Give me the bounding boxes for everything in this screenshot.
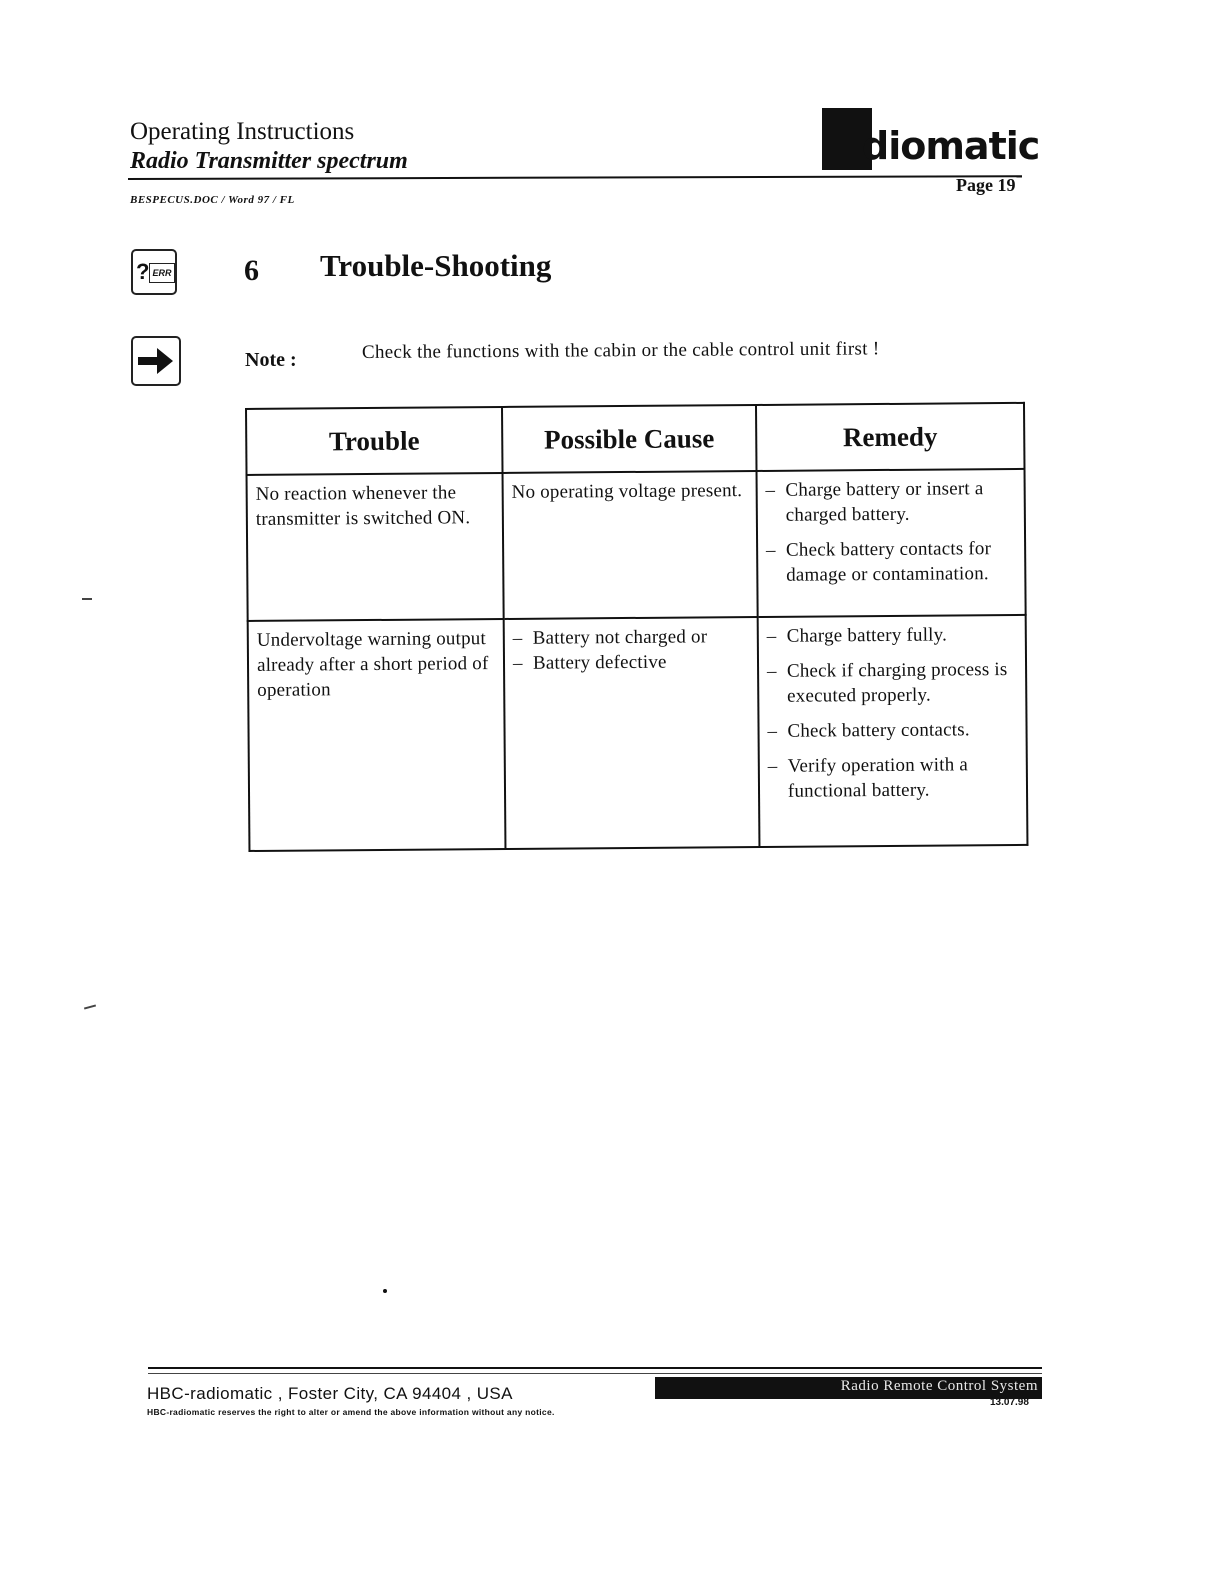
table-header-row	[246, 403, 1024, 475]
cause-cell	[504, 617, 760, 849]
table-row	[248, 615, 1028, 851]
remedy-cell	[756, 469, 1025, 617]
footer-disclaimer: HBC-radiomatic reserves the right to alter or amend the above information without any notice.	[147, 1407, 555, 1417]
remedy-cell	[758, 615, 1028, 847]
header-trouble: Trouble	[246, 407, 502, 475]
note-label: Note :	[245, 349, 297, 371]
logo-text: diomatic	[862, 124, 1040, 168]
page-number: Page 19	[956, 175, 1016, 195]
note-text: Check the functions with the cabin or the cable control unit first !	[361, 338, 880, 363]
footer-rule-thin	[148, 1373, 1042, 1374]
header-rule	[128, 175, 1022, 180]
footer-bar	[655, 1377, 1042, 1399]
remedy-item: – Check battery contacts.	[767, 717, 1017, 744]
document-subtitle: Radio Transmitter spectrum	[130, 148, 408, 174]
remedy-item: – Charge battery fully.	[767, 622, 1017, 649]
scan-mark	[84, 1004, 96, 1009]
scan-mark	[82, 598, 92, 600]
header-possible-cause: Possible Cause	[502, 405, 756, 473]
table-row	[247, 469, 1026, 621]
scan-dot	[383, 1289, 387, 1293]
question-mark: ?	[136, 259, 150, 284]
section-title: Trouble-Shooting	[320, 248, 552, 283]
section-number: 6	[244, 254, 259, 287]
error-question-icon	[131, 249, 177, 295]
cause-cell: No operating voltage present.	[502, 471, 757, 619]
document-title: Operating Instructions	[130, 118, 355, 145]
trouble-cell: Undervoltage warning output already after a short period of operation	[248, 619, 506, 851]
arrow-right-icon	[131, 336, 181, 386]
footer-bar-text: Radio Remote Control System	[840, 1378, 1038, 1394]
remedy-item: – Check battery contacts for damage or contamination.	[766, 536, 1017, 588]
cause-item: – Battery not charged or	[513, 624, 749, 651]
file-info: BESPECUS.DOC / Word 97 / FL	[130, 194, 295, 206]
header-remedy: Remedy	[756, 403, 1025, 471]
trouble-cell: No reaction whenever the transmitter is switched ON.	[247, 473, 504, 621]
remedy-item: – Verify operation with a functional battery.	[768, 752, 1019, 804]
remedy-item: – Charge battery or insert a charged battery.	[765, 476, 1016, 528]
cause-item: – Battery defective	[513, 649, 749, 676]
footer-company: HBC-radiomatic , Foster City, CA 94404 , USA	[147, 1384, 513, 1403]
remedy-item: – Check if charging process is executed properly.	[767, 657, 1018, 709]
company-logo	[822, 108, 1040, 170]
troubleshooting-table	[245, 402, 1028, 852]
err-label: ERR	[149, 263, 175, 283]
footer-date: 13.07.98	[990, 1397, 1029, 1408]
footer-rule	[148, 1367, 1042, 1369]
